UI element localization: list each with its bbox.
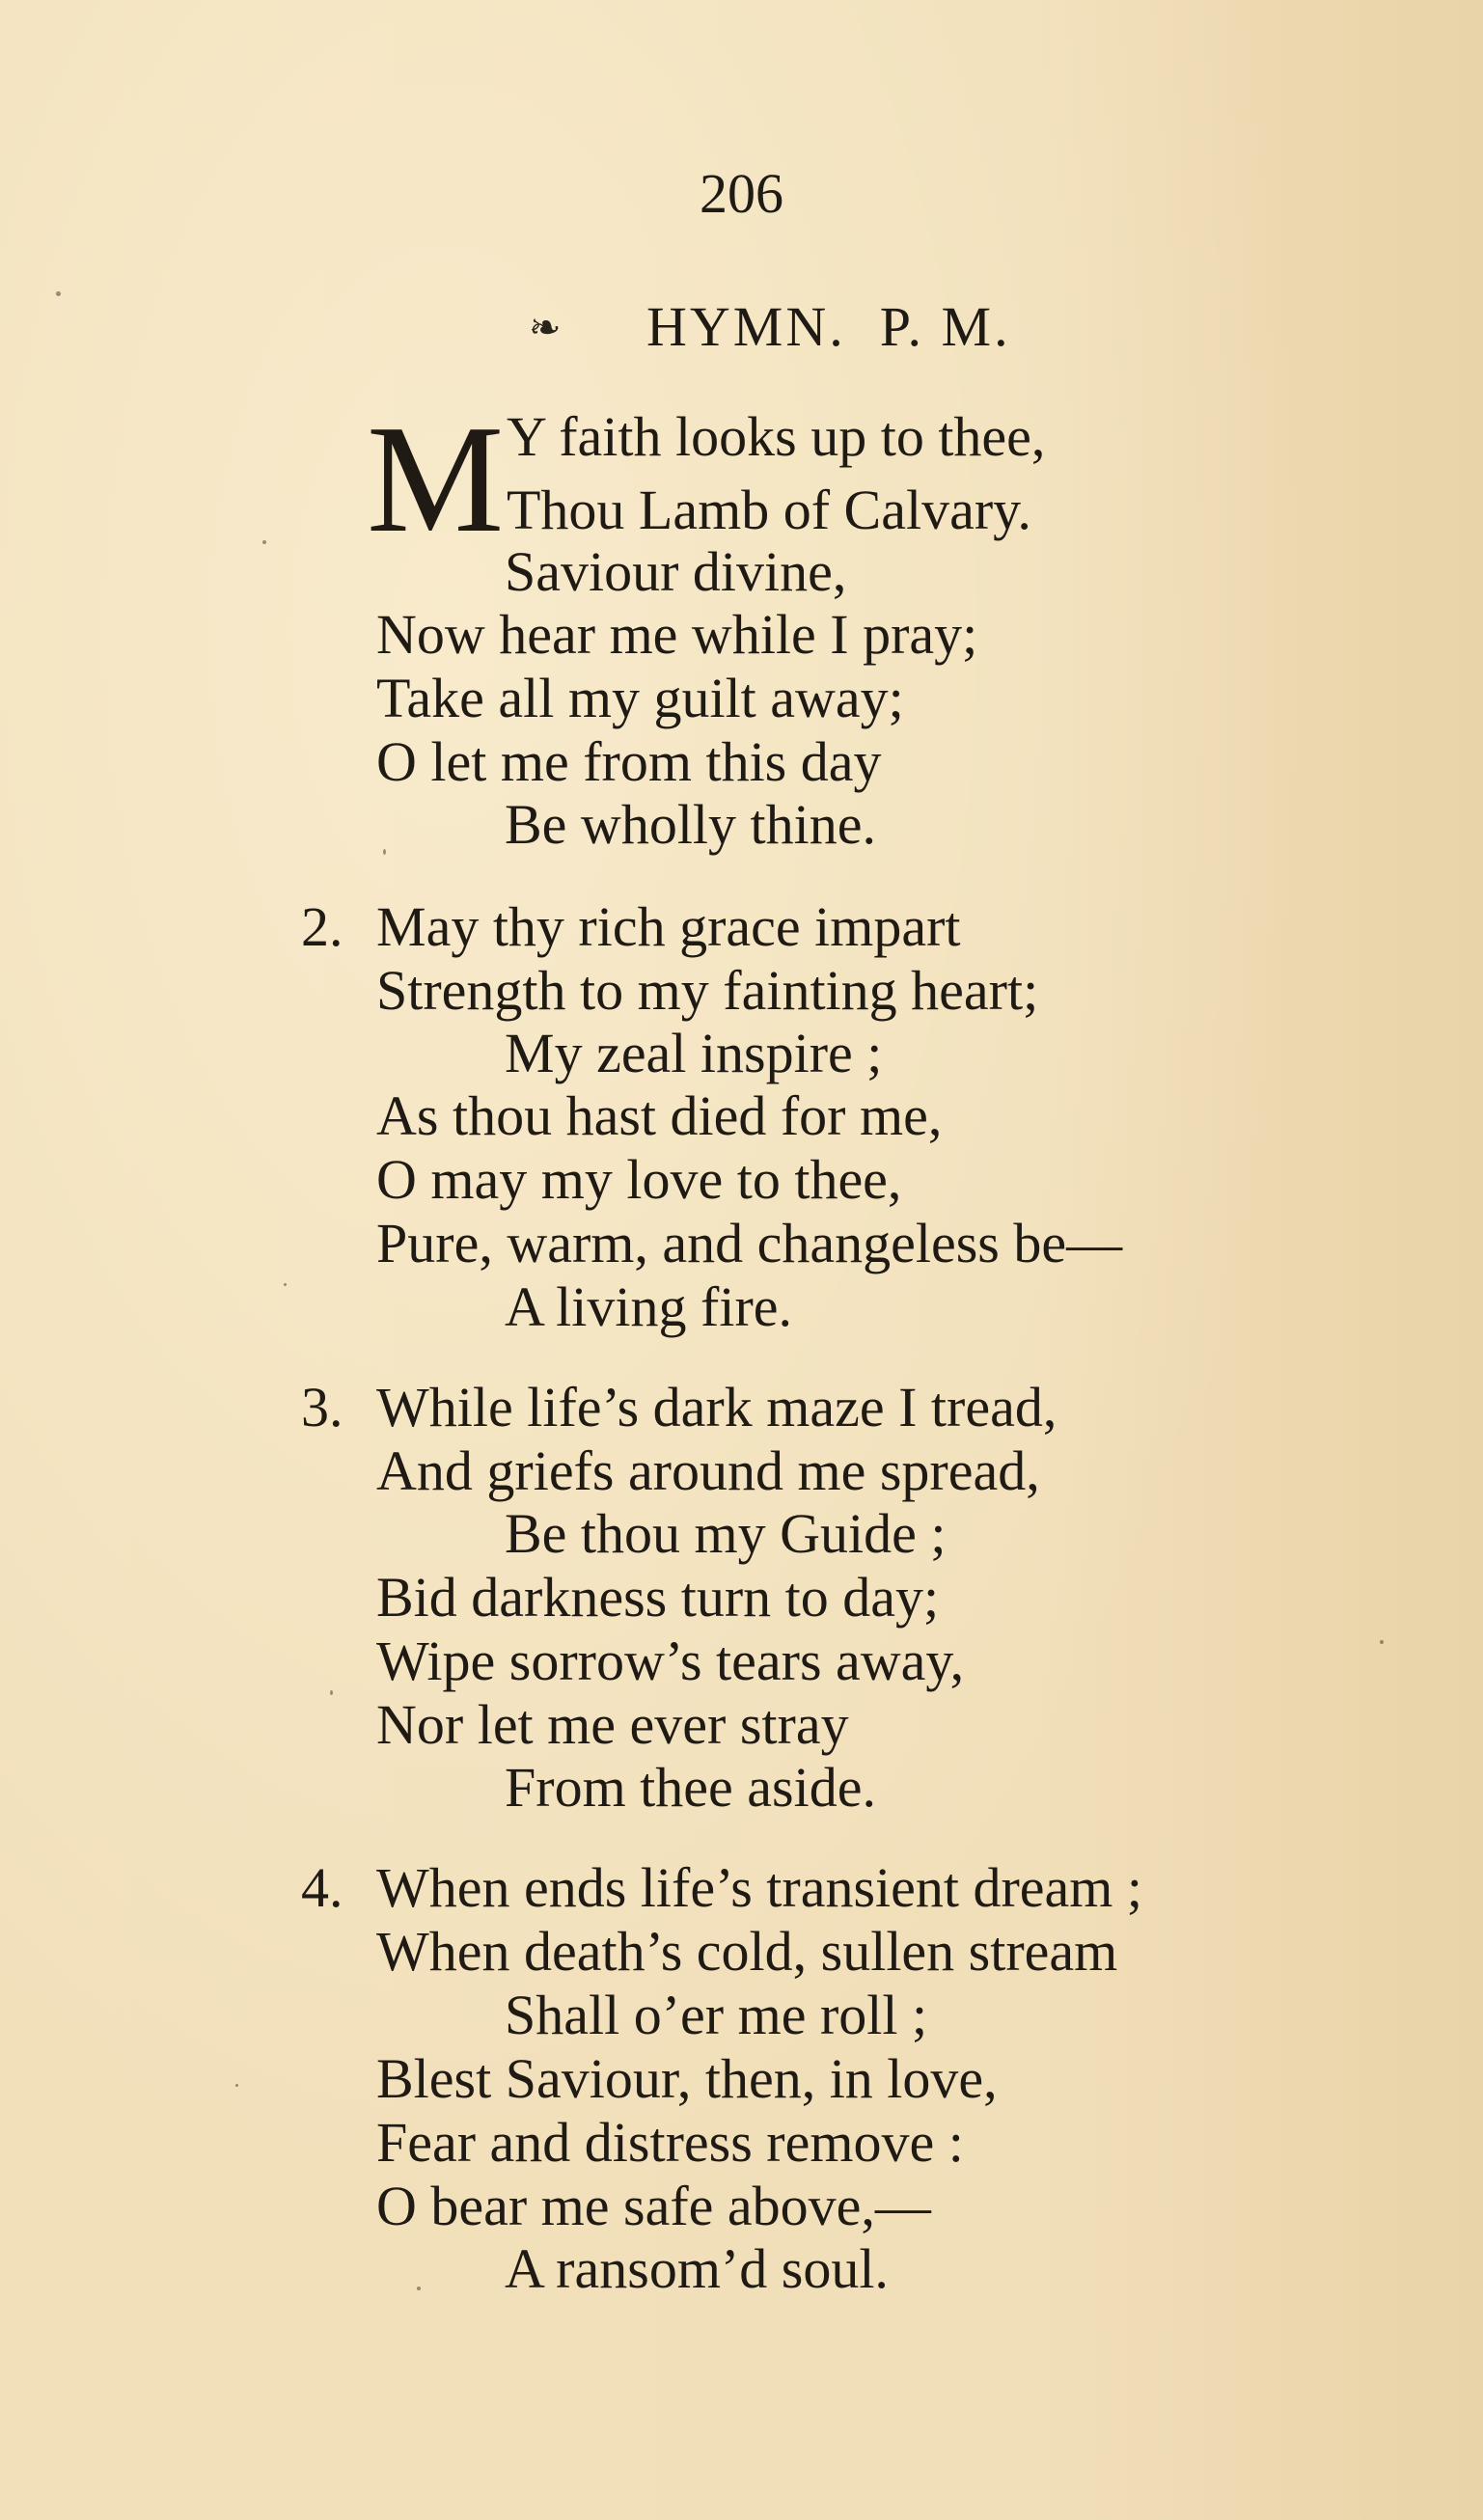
verse-line: Shall o’er me roll ; [505, 1984, 928, 2046]
paper-speck [284, 1283, 287, 1286]
stanza-number: 3. [301, 1376, 343, 1438]
verse-line: And griefs around me spread, [376, 1439, 1040, 1502]
verse-line: Saviour divine, [505, 540, 847, 603]
verse-line: O may my love to thee, [376, 1148, 902, 1211]
verse-line: Now hear me while I pray; [376, 603, 978, 666]
verse-line: Nor let me ever stray [376, 1693, 849, 1756]
paper-speck [417, 2287, 421, 2290]
verse-line: Strength to my fainting heart; [376, 959, 1039, 1022]
verse-line: A living fire. [505, 1275, 793, 1338]
page-number: 206 [700, 162, 783, 225]
stanza-number: 4. [301, 1856, 343, 1919]
drop-cap: M [367, 393, 505, 564]
verse-line: Pure, warm, and changeless be— [376, 1212, 1123, 1274]
verse-line: From thee aside. [505, 1756, 876, 1819]
verse-line: Blest Saviour, then, in love, [376, 2047, 998, 2110]
verse-line: Fear and distress remove : [376, 2111, 964, 2174]
verse-line: May thy rich grace impart [376, 895, 961, 958]
fleuron-ornament-icon: ❧ [529, 306, 562, 349]
verse-line: Bid darkness turn to day; [376, 1566, 940, 1629]
verse-line: Take all my guilt away; [376, 667, 904, 729]
verse-line: As thou hast died for me, [376, 1084, 943, 1147]
stanza-number: 2. [301, 895, 343, 958]
verse-line: Y faith looks up to thee, [507, 405, 1046, 468]
paper-speck [235, 2084, 238, 2087]
paper-speck [330, 1690, 333, 1695]
verse-line: Wipe sorrow’s tears away, [376, 1630, 965, 1692]
paper-speck [383, 849, 386, 855]
verse-line: A ransom’d soul. [505, 2237, 889, 2300]
verse-line: Be thou my Guide ; [505, 1502, 947, 1565]
paper-speck [262, 540, 266, 544]
paper-speck [1380, 1640, 1384, 1644]
verse-line: O bear me safe above,— [376, 2175, 931, 2237]
verse-line: When death’s cold, sullen stream [376, 1920, 1118, 1983]
hymn-title: HYMN. P. M. [646, 295, 1011, 358]
verse-line: My zeal inspire ; [505, 1022, 883, 1084]
verse-line: When ends life’s transient dream ; [376, 1856, 1143, 1919]
verse-line: O let me from this day [376, 730, 882, 793]
verse-line: Be wholly thine. [505, 793, 877, 856]
paper-speck [56, 291, 61, 296]
verse-line: While life’s dark maze I tread, [376, 1376, 1057, 1438]
verse-line: Thou Lamb of Calvary. [507, 479, 1031, 541]
